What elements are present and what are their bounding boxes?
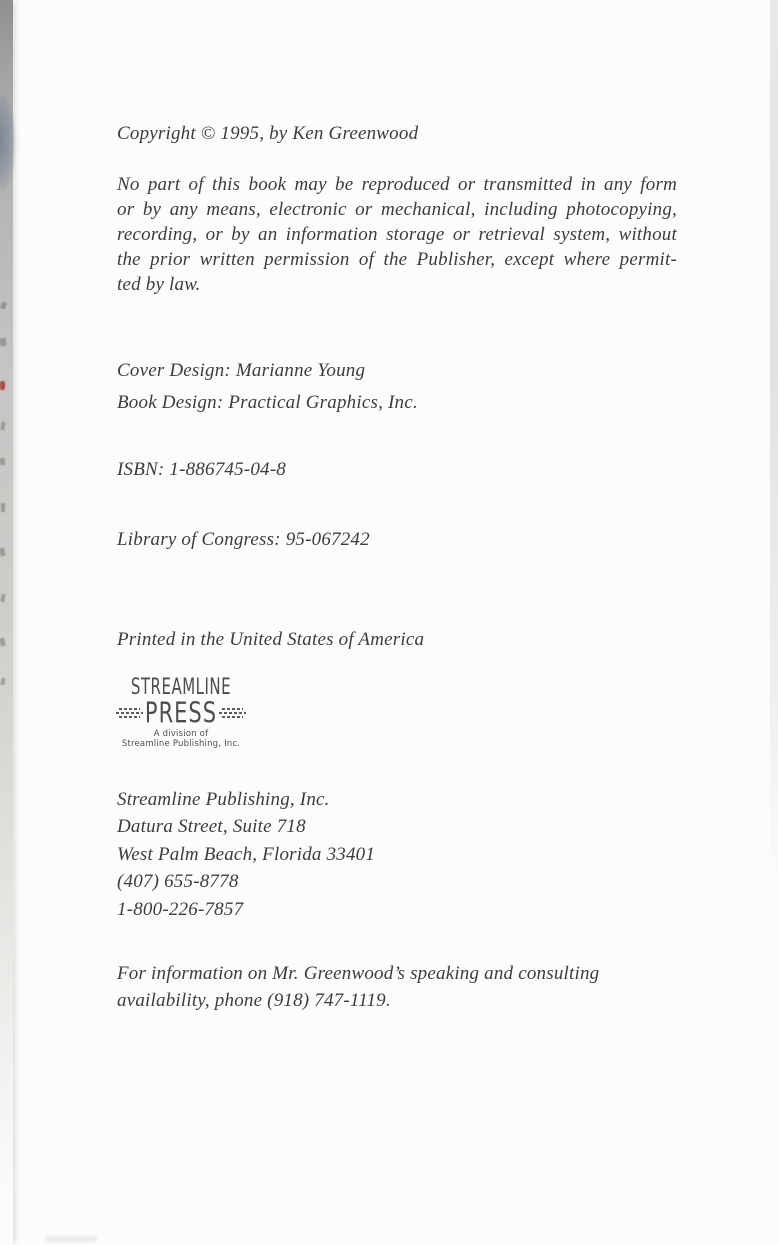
- library-of-congress-line: Library of Congress: 95-067242: [117, 529, 370, 550]
- scan-artifact-mark: [0, 301, 7, 309]
- streamline-press-logo: [116, 673, 246, 749]
- scan-edge-right: [770, 0, 778, 900]
- scan-artifact-mark: [0, 548, 6, 557]
- cover-design-credit: Cover Design: Marianne Young: [117, 360, 366, 381]
- printed-in-line: Printed in the United States of America: [117, 629, 425, 650]
- scan-artifact-mark: [0, 337, 7, 346]
- scan-smudge: [45, 1236, 97, 1242]
- contact-note: For information on Mr. Greenwood’s speaking and consulting availability, phone (918) 747-1119.: [117, 963, 600, 1011]
- scan-artifact-mark: [0, 458, 5, 466]
- address-line: West Palm Beach, Florida 33401: [117, 843, 376, 865]
- scan-artifact-mark: [0, 594, 5, 602]
- rights-paragraph: [117, 172, 677, 297]
- logo-division-line1: A division of: [153, 729, 209, 739]
- scan-artifact-red-mark: [0, 381, 5, 390]
- logo-wordmark-press-row: [116, 696, 246, 730]
- scan-artifact-mark: [0, 638, 6, 647]
- scan-artifact-mark: [0, 422, 5, 431]
- logo-deco-right-icon: [219, 708, 246, 718]
- address-line: Streamline Publishing, Inc.: [117, 789, 330, 810]
- logo-deco-left-icon: [116, 708, 143, 718]
- address-line: Datura Street, Suite 718: [117, 816, 306, 838]
- logo-wordmark-streamline: STREAMLINE: [130, 673, 232, 700]
- copyright-line: Copyright © 1995, by Ken Greenwood: [117, 123, 419, 144]
- logo-wordmark-press: PRESS: [144, 696, 218, 730]
- rights-line: ted by law.: [117, 274, 201, 295]
- logo-division-line2: Streamline Publishing, Inc.: [121, 739, 241, 749]
- isbn-line: ISBN: 1-886745-04-8: [117, 459, 286, 480]
- scan-artifact-mark: [0, 678, 5, 686]
- scan-artifact-blob: [0, 96, 15, 192]
- address-line: (407) 655-8778: [117, 871, 239, 893]
- scan-edge-left: [0, 0, 13, 1245]
- book-design-credit: Book Design: Practical Graphics, Inc.: [117, 392, 418, 413]
- rights-line: recording, or by an information storage or retrieval system, without: [117, 224, 677, 245]
- rights-line: No part of this book may be reproduced or transmitted in any form: [117, 174, 677, 195]
- logo-division-text: [116, 729, 246, 749]
- publisher-address: [117, 786, 375, 923]
- scan-artifact-mark: [1, 503, 5, 512]
- address-line: 1-800-226-7857: [117, 898, 244, 920]
- rights-line: or by any means, electronic or mechanical, including photocopying,: [117, 199, 677, 220]
- rights-line: the prior written permission of the Publisher, except where permit-: [117, 249, 677, 270]
